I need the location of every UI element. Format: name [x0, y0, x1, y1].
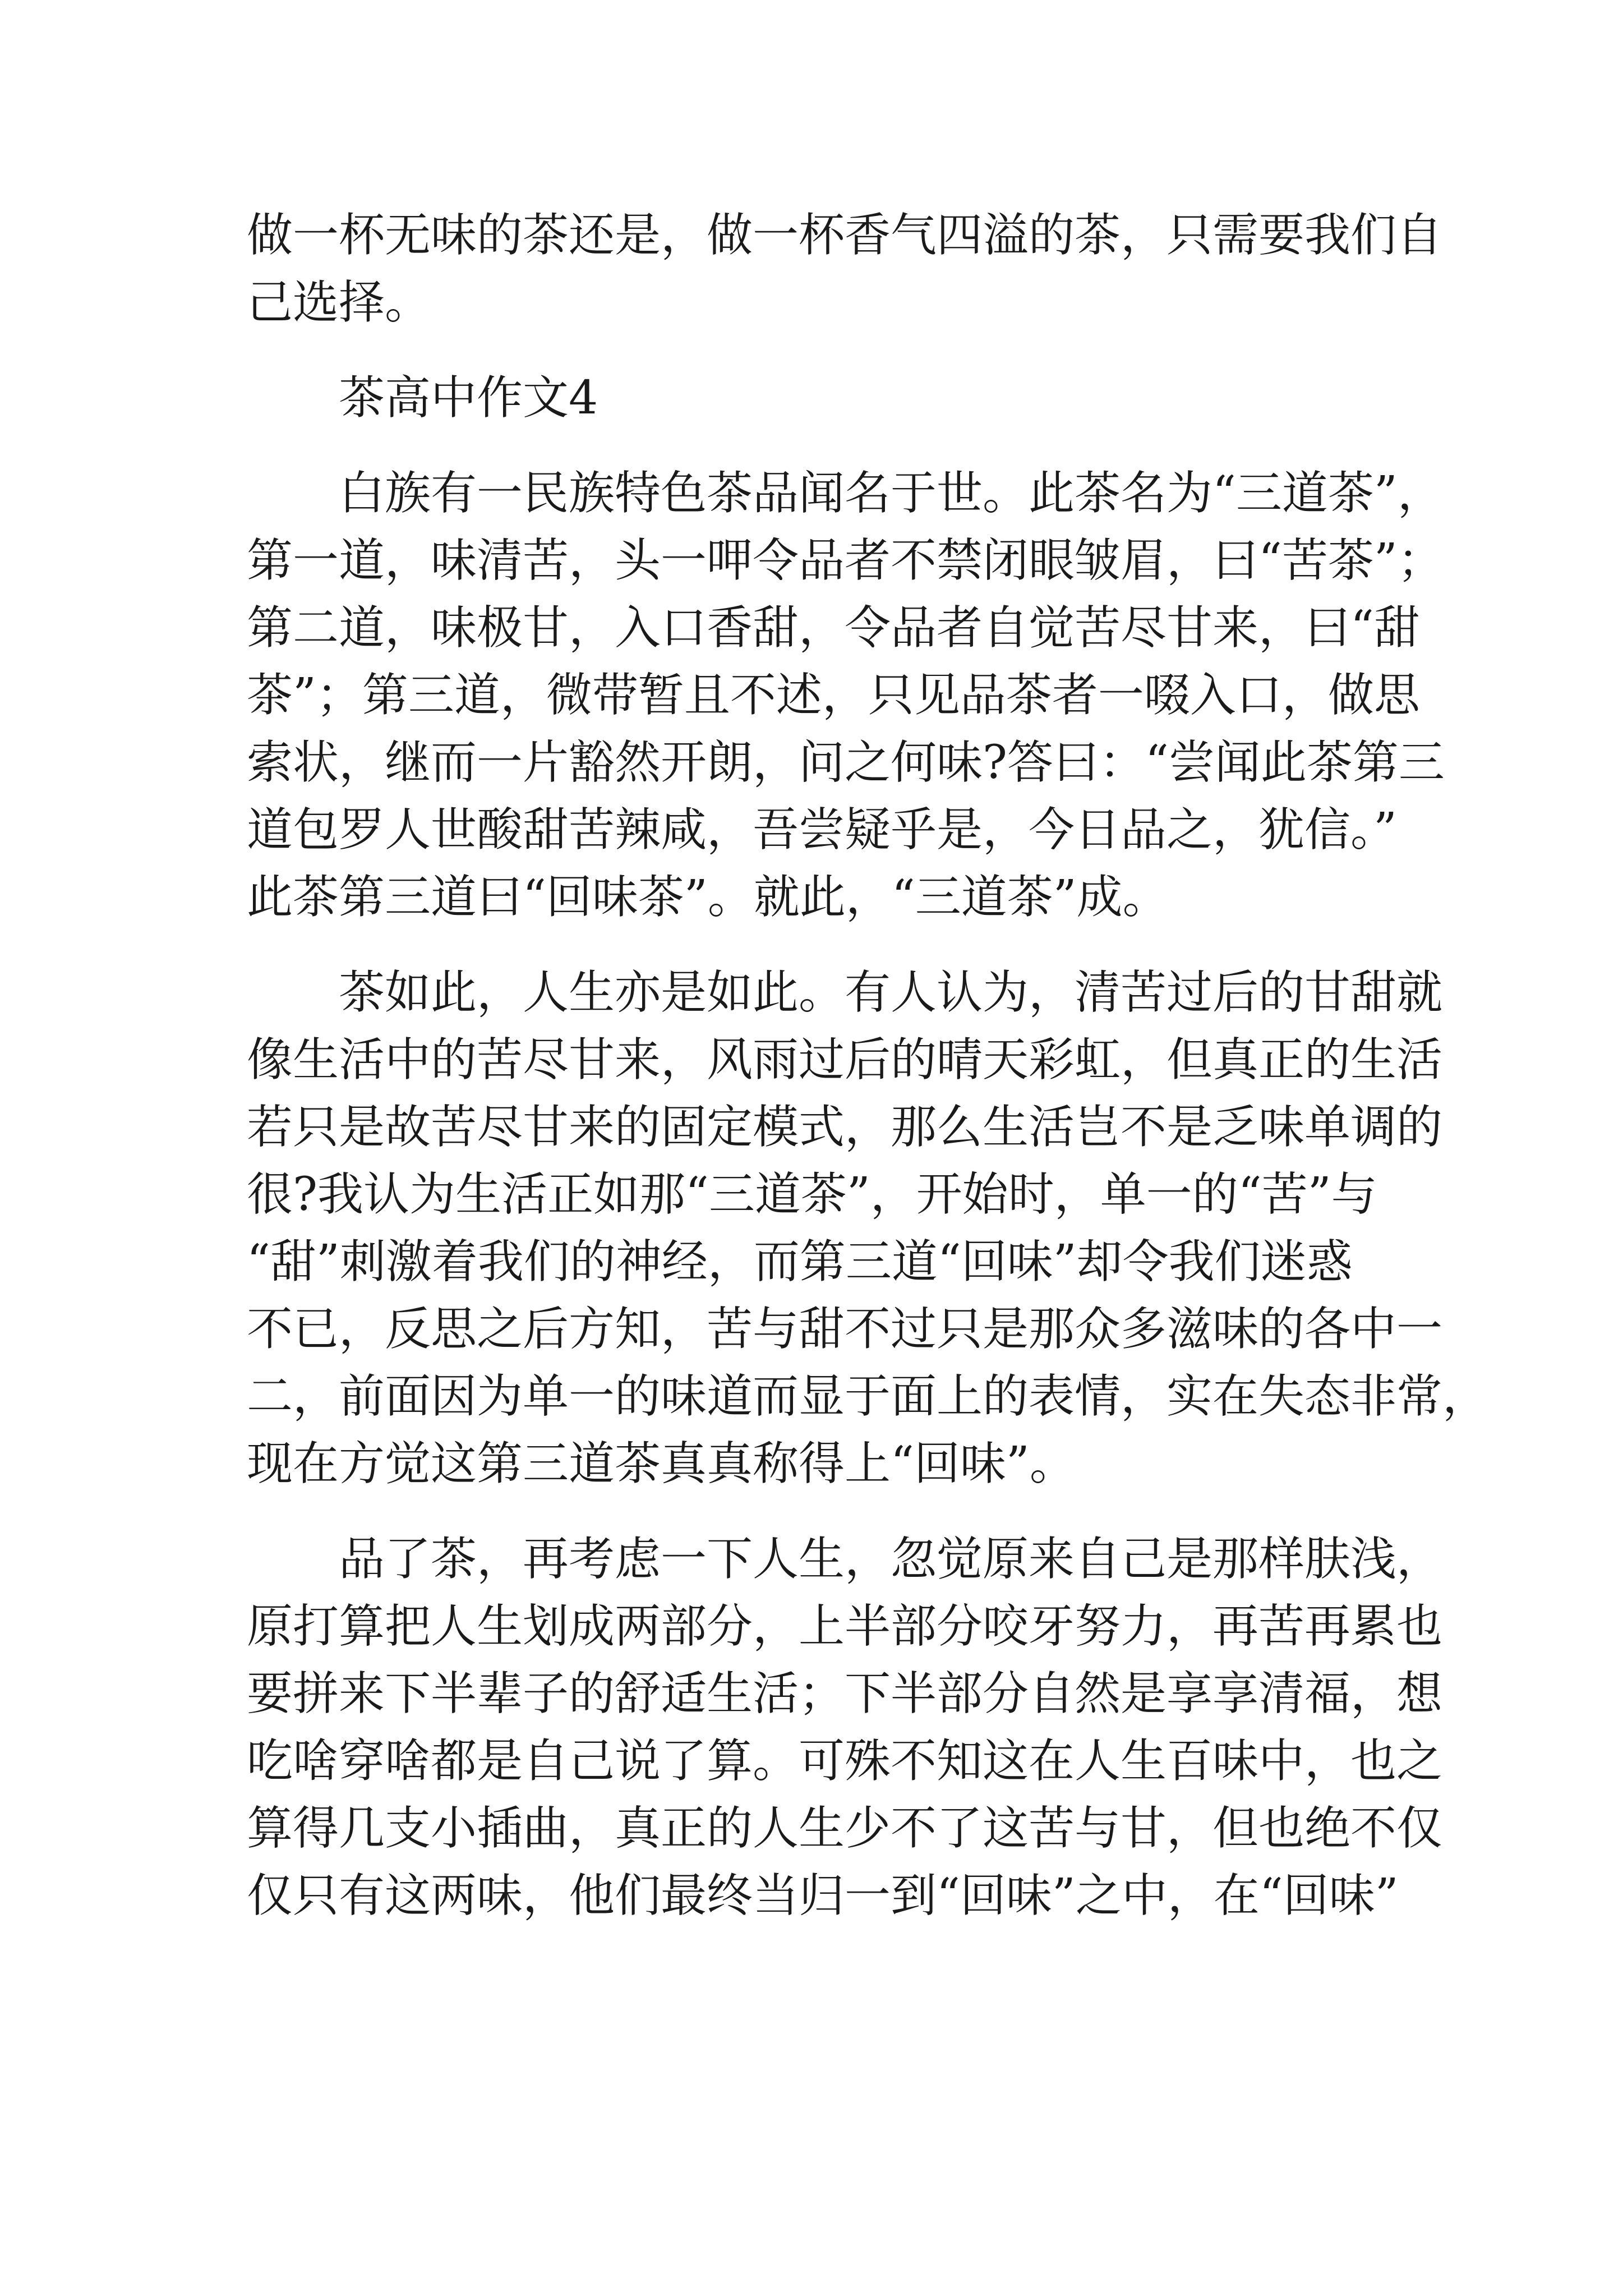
text-line: 很?我认为生活正如那“三道茶”，开始时，单一的“苦”与: [247, 1168, 1377, 1221]
text-line: 不已，反思之后方知，苦与甜不过只是那众多滋味的各中一: [247, 1303, 1443, 1356]
paragraph-spacer: [247, 931, 1391, 959]
text-line: 索状，继而一片豁然开朗，问之何味?答曰：“尝闻此茶第三: [247, 736, 1445, 789]
text-line: 己选择。: [247, 276, 431, 329]
paragraph-3: [247, 959, 1489, 1498]
text-line: 现在方觉这第三道茶真真称得上“回味”。: [247, 1437, 1076, 1490]
paragraph-2: [247, 460, 1445, 931]
text-line: 白族有一民族特色茶品闻名于世。此茶名为“三道茶”，: [339, 467, 1444, 520]
text-line: 品了茶，再考虑一下人生，忽觉原来自己是那样肤浅，: [339, 1533, 1443, 1586]
text-line: 若只是故苦尽甘来的固定模式，那么生活岂不是乏味单调的: [247, 1101, 1443, 1154]
text-line: 茶”；第三道，微带暂且不述，只见品茶者一啜入口，做思: [247, 669, 1420, 722]
text-line: 算得几支小插曲，真正的人生少不了这苦与甘，但也绝不仅: [247, 1802, 1443, 1855]
text-line: 二，前面因为单一的味道而显于面上的表情，实在失态非常，: [247, 1370, 1489, 1423]
text-line: 第二道，味极甘，入口香甜，令品者自觉苦尽甘来，曰“甜: [247, 601, 1420, 655]
text-line: 要拼来下半辈子的舒适生活；下半部分自然是享享清福，想: [247, 1667, 1443, 1720]
text-line: 原打算把人生划成两部分，上半部分咬牙努力，再苦再累也: [247, 1600, 1443, 1653]
text-line: 此茶第三道曰“回味茶”。就此，“三道茶”成。: [247, 871, 1169, 924]
paragraph-spacer: [247, 337, 1391, 365]
paragraph-spacer: [247, 1498, 1391, 1526]
document-body: [247, 202, 1489, 1930]
paragraph-1: [247, 202, 1443, 337]
paragraph-4: [247, 1526, 1443, 1930]
text-line: 做一杯无味的茶还是，做一杯香气四溢的茶，只需要我们自: [247, 209, 1443, 262]
text-line: 茶如此，人生亦是如此。有人认为，清苦过后的甘甜就: [339, 966, 1443, 1019]
text-line: 像生活中的苦尽甘来，风雨过后的晴天彩虹，但真正的生活: [247, 1033, 1443, 1087]
text-line: 吃啥穿啥都是自己说了算。可殊不知这在人生百味中，也之: [247, 1734, 1443, 1788]
paragraph-spacer: [247, 432, 1391, 460]
text-line: “甜”刺激着我们的神经，而第三道“回味”却令我们迷惑: [247, 1235, 1353, 1289]
text-line: 第一道，味清苦，头一呷令品者不禁闭眼皱眉，曰“苦茶”；: [247, 534, 1444, 587]
section-heading: 茶高中作文4: [339, 371, 598, 425]
text-line: 仅只有这两味，他们最终当归一到“回味”之中，在“回味”: [247, 1869, 1399, 1922]
text-line: 道包罗人世酸甜苦辣咸，吾尝疑乎是，今日品之，犹信。”: [247, 803, 1397, 857]
